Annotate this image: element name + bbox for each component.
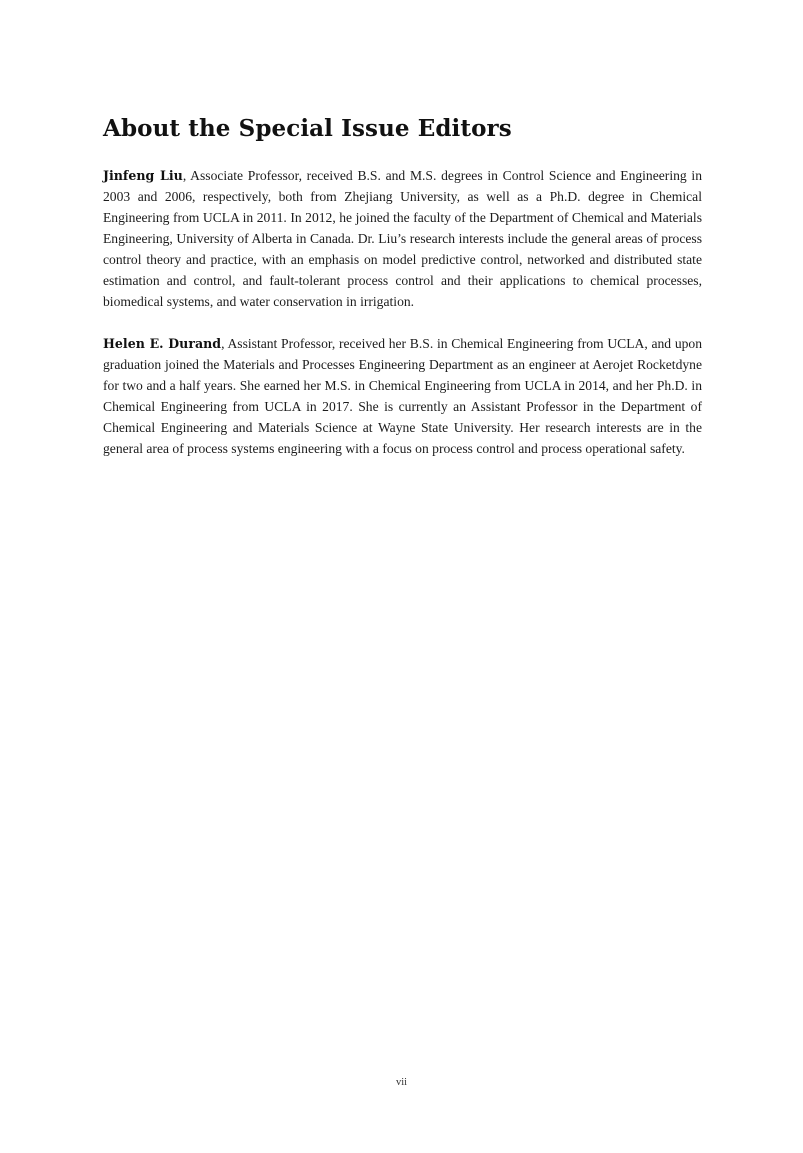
page-number: vii xyxy=(395,1077,408,1088)
editor-bio-paragraph xyxy=(103,333,702,459)
editor-bio-paragraph xyxy=(103,165,702,312)
editor-name: Helen E. Durand xyxy=(103,336,222,351)
editor-bio-text: , Associate Professor, received B.S. and M.S. degrees in Control Science and Engineering in 2003 and 2006, respectively, both from Zhejiang University, as well as a Ph.D. degree in Chemical Engineering from UCLA in 2011. In 2012, he joined the faculty of the Department of Chemical and Materials Engineering, University of Alberta in Canada. Dr. Liu’s research interests include the general areas of process control theory and practice, with an emphasis on model predictive control, networked and distributed state estimation and control, and fault-tolerant process control and their applications to chemical processes, biomedical systems, and water conservation in irrigation. xyxy=(103,168,702,309)
editor-name: Jinfeng Liu xyxy=(103,168,183,183)
page-title: About the Special Issue Editors xyxy=(103,115,512,142)
editor-bio-text: , Assistant Professor, received her B.S. in Chemical Engineering from UCLA, and upon graduation joined the Materials and Processes Engineering Department as an engineer at Aerojet Rocketdyne for two and a half years. She earned her M.S. in Chemical Engineering from UCLA in 2014, and her Ph.D. in Chemical Engineering from UCLA in 2017. She is currently an Assistant Professor in the Department of Chemical Engineering and Materials Science at Wayne State University. Her research interests are in the general area of process systems engineering with a focus on process control and process operational safety. xyxy=(103,336,703,456)
